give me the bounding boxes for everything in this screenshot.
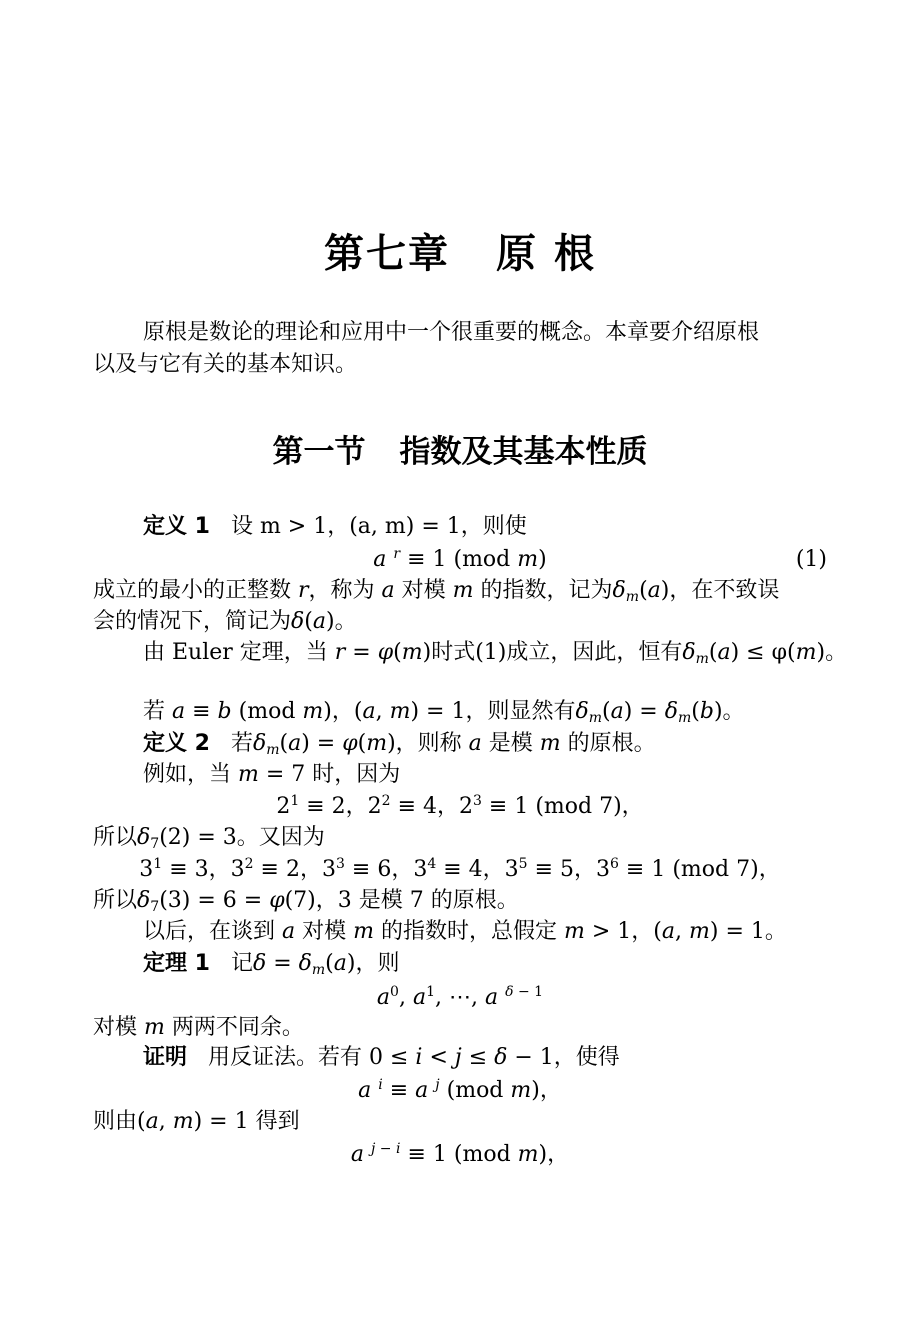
section-title bbox=[0, 426, 920, 471]
assumption-remark: 以后，在谈到 a 对模 m 的指数时，总假定 m > 1，(a, m) = 1。 bbox=[143, 919, 787, 944]
example-powers-of-2: $2^1 \equiv 2$，$2^2 \equiv 4$，$2^3 \equiv 1$ (mod 7)， bbox=[276, 793, 644, 819]
proof-equation-1: a $^i$ ≡ a $^j$ (mod m)， bbox=[358, 1077, 562, 1103]
chapter-name: 原 根 bbox=[496, 231, 596, 277]
definition-2-label: 定义 2 bbox=[143, 731, 210, 756]
proof-label: 证明 bbox=[143, 1045, 188, 1070]
text-line: 成立的最小的正整数 r，称为 a 对模 m 的指数，记为$\delta_m(a)$，在不致误 bbox=[93, 578, 780, 605]
equation-1-number: (1) bbox=[795, 547, 827, 572]
text-line: 对模 m 两两不同余。 bbox=[93, 1015, 304, 1040]
equation-1: a $^r$ ≡ 1 (mod m) bbox=[373, 546, 547, 572]
text-line: 会的情况下，简记为δ(a)。 bbox=[93, 609, 357, 634]
theorem-1-label: 定理 1 bbox=[143, 951, 210, 976]
theorem-1: 定理 1 记$\delta = \delta_m(a)$，则 bbox=[143, 951, 400, 978]
text-line: 所以$\delta_7(3) = 6 = \varphi(7)$，3 是模 7 的原根。 bbox=[93, 888, 519, 915]
proof-equation-2: a $^{j - i}$ ≡ 1 (mod m)， bbox=[350, 1141, 570, 1167]
euler-remark: 由 Euler 定理，当 r = φ(m)时式(1)成立，因此，恒有$\delta_m(a) \le \varphi(m)$。 bbox=[143, 640, 848, 667]
chapter-number: 第七章 bbox=[324, 231, 451, 277]
definition-1 bbox=[143, 512, 527, 542]
definition-1-label: 定义 1 bbox=[143, 514, 210, 539]
section-number: 第一节 bbox=[272, 434, 366, 470]
theorem-1-sequence: $a^0$, $a^1$, ⋯, a $^{\delta - 1}$ bbox=[376, 984, 544, 1010]
section-name: 指数及其基本性质 bbox=[399, 434, 648, 470]
congruence-remark: 若 a ≡ b (mod m)，(a, m) = 1，则显然有$\delta_m(a) = \delta_m(b)$。 bbox=[143, 699, 745, 726]
example-intro: 例如，当 m = 7 时，因为 bbox=[143, 762, 401, 787]
proof: 证明 用反证法。若有 0 ≤ i < j ≤ δ − 1，使得 bbox=[143, 1045, 620, 1070]
example-powers-of-3: $3^1 \equiv 3$，$3^2 \equiv 2$，$3^3 \equiv 6$，$3^4 \equiv 4$，$3^5 \equiv 5$，$3^6 \equiv 1$ (mod 7)， bbox=[139, 856, 781, 882]
text-line: 所以$\delta_7(2) = 3$。又因为 bbox=[93, 825, 325, 852]
definition-2: 定义 2 若$\delta_m(a) = \varphi(m)$，则称 a 是模 m 的原根。 bbox=[143, 731, 656, 758]
text-line: 则由(a, m) = 1 得到 bbox=[93, 1109, 300, 1134]
definition-1-text: 设 m > 1，(a, m) = 1，则使 bbox=[230, 514, 527, 539]
intro-line-2: 以及与它有关的基本知识。 bbox=[93, 352, 358, 377]
intro-line-1: 原根是数论的理论和应用中一个很重要的概念。本章要介绍原根 bbox=[143, 320, 760, 345]
chapter-title bbox=[0, 222, 920, 279]
